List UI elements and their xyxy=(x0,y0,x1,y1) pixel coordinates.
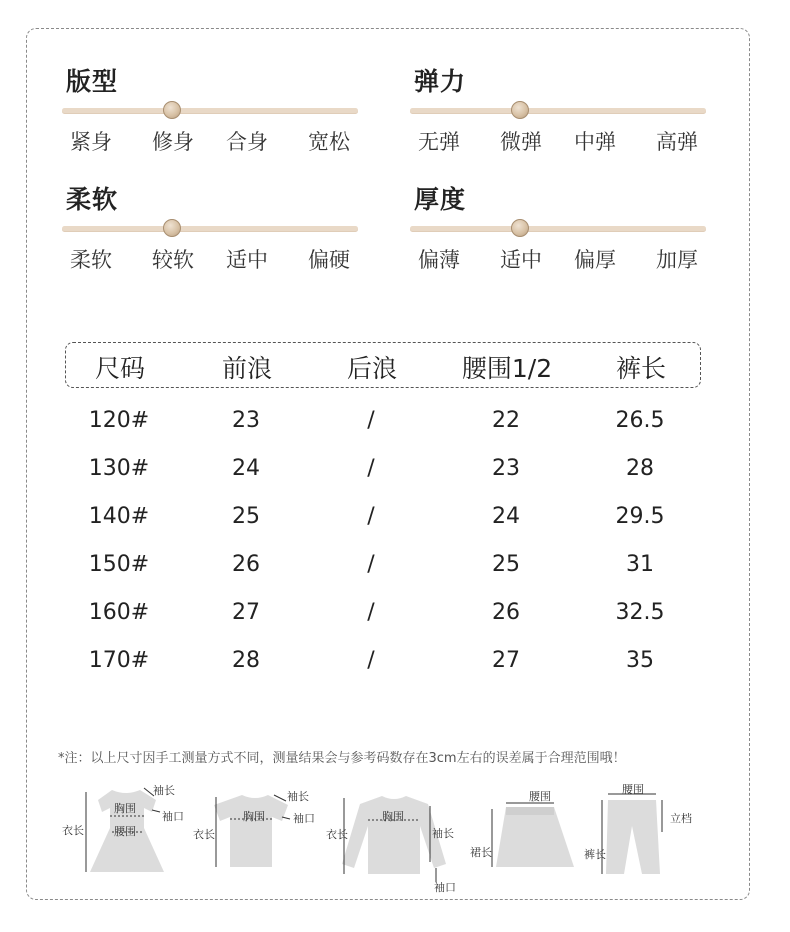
pants-waist-label: 腰围 xyxy=(622,783,644,796)
dress-chest-label: 胸围 xyxy=(114,802,136,815)
attribute-option: 紧身 xyxy=(70,130,112,154)
table-cell: / xyxy=(367,552,375,577)
header-cell: 后浪 xyxy=(346,354,398,383)
table-cell: / xyxy=(367,456,375,481)
tshirt-length-label: 衣长 xyxy=(193,828,215,841)
table-cell: / xyxy=(367,648,375,673)
table-cell: 27 xyxy=(492,648,520,673)
dress-cuff-label: 袖口 xyxy=(162,810,184,823)
attribute-option: 柔软 xyxy=(70,248,112,272)
attribute-option: 偏厚 xyxy=(574,248,616,272)
table-cell: 28 xyxy=(626,456,654,481)
table-cell: / xyxy=(367,408,375,433)
skirt-diagram xyxy=(470,785,580,880)
sweater-length-label: 衣长 xyxy=(326,828,348,841)
attribute-option: 较软 xyxy=(152,248,194,272)
tshirt-sleeve-label: 袖长 xyxy=(287,790,309,803)
tshirt-cuff-label: 袖口 xyxy=(293,812,315,825)
table-cell: / xyxy=(367,600,375,625)
attribute-track xyxy=(410,108,706,113)
table-cell: 26.5 xyxy=(615,408,665,433)
pants-diagram xyxy=(592,782,702,882)
skirt-waist-label: 腰围 xyxy=(529,790,551,803)
attribute-title: 版型 xyxy=(66,67,119,96)
table-cell: 140# xyxy=(88,504,150,529)
measurement-note: *注：以上尺寸因手工测量方式不同，测量结果会与参考码数存在3cm左右的误差属于合理范围哦！ xyxy=(58,751,626,766)
attribute-option: 偏薄 xyxy=(418,248,460,272)
table-cell: 150# xyxy=(88,552,150,577)
table-cell: 32.5 xyxy=(615,600,665,625)
attribute-option: 高弹 xyxy=(656,130,698,154)
attribute-knob xyxy=(511,219,529,237)
attribute-option: 加厚 xyxy=(656,248,698,272)
dress-waist-label: 腰围 xyxy=(114,825,136,838)
size-table-header xyxy=(65,342,701,388)
skirt-length-label: 裙长 xyxy=(470,846,492,859)
table-cell: 27 xyxy=(232,600,260,625)
table-cell: 24 xyxy=(492,504,520,529)
table-cell: 35 xyxy=(626,648,654,673)
attribute-option: 微弹 xyxy=(500,130,542,154)
attribute-track xyxy=(62,108,358,113)
attribute-option: 修身 xyxy=(152,130,194,154)
sweater-chest-label: 胸围 xyxy=(382,810,404,823)
table-cell: 22 xyxy=(492,408,520,433)
attribute-knob xyxy=(163,101,181,119)
sweater-sleeve-label: 袖长 xyxy=(432,827,454,840)
table-cell: 26 xyxy=(232,552,260,577)
header-cell: 尺码 xyxy=(94,354,146,383)
table-cell: 170# xyxy=(88,648,150,673)
attribute-title: 柔软 xyxy=(66,185,119,214)
table-cell: 29.5 xyxy=(615,504,665,529)
attribute-title: 弹力 xyxy=(414,67,467,96)
table-cell: 25 xyxy=(232,504,260,529)
pants-rise-label: 立档 xyxy=(670,812,692,825)
attribute-option: 合身 xyxy=(226,130,268,154)
table-cell: 31 xyxy=(626,552,654,577)
header-cell: 腰围1/2 xyxy=(461,354,553,383)
attribute-track xyxy=(410,226,706,231)
table-cell: 28 xyxy=(232,648,260,673)
table-cell: 23 xyxy=(232,408,260,433)
table-cell: 26 xyxy=(492,600,520,625)
attribute-option: 宽松 xyxy=(308,130,350,154)
table-cell: 130# xyxy=(88,456,150,481)
table-cell: / xyxy=(367,504,375,529)
table-cell: 24 xyxy=(232,456,260,481)
attribute-track xyxy=(62,226,358,231)
table-cell: 23 xyxy=(492,456,520,481)
dress-length-label: 衣长 xyxy=(62,824,84,837)
header-cell: 前浪 xyxy=(221,354,273,383)
attribute-title: 厚度 xyxy=(414,185,467,214)
attribute-option: 偏硬 xyxy=(308,248,350,272)
attribute-knob xyxy=(163,219,181,237)
table-cell: 160# xyxy=(88,600,150,625)
pants-length-label: 裤长 xyxy=(584,848,606,861)
table-cell: 25 xyxy=(492,552,520,577)
dress-sleeve-label: 袖长 xyxy=(153,784,175,797)
sweater-cuff-label: 袖口 xyxy=(434,881,456,894)
tshirt-chest-label: 胸围 xyxy=(243,810,265,823)
attribute-option: 适中 xyxy=(226,248,268,272)
attribute-option: 中弹 xyxy=(574,130,616,154)
attribute-knob xyxy=(511,101,529,119)
attribute-option: 适中 xyxy=(500,248,542,272)
table-cell: 120# xyxy=(88,408,150,433)
attribute-option: 无弹 xyxy=(418,130,460,154)
header-cell: 裤长 xyxy=(615,354,667,383)
